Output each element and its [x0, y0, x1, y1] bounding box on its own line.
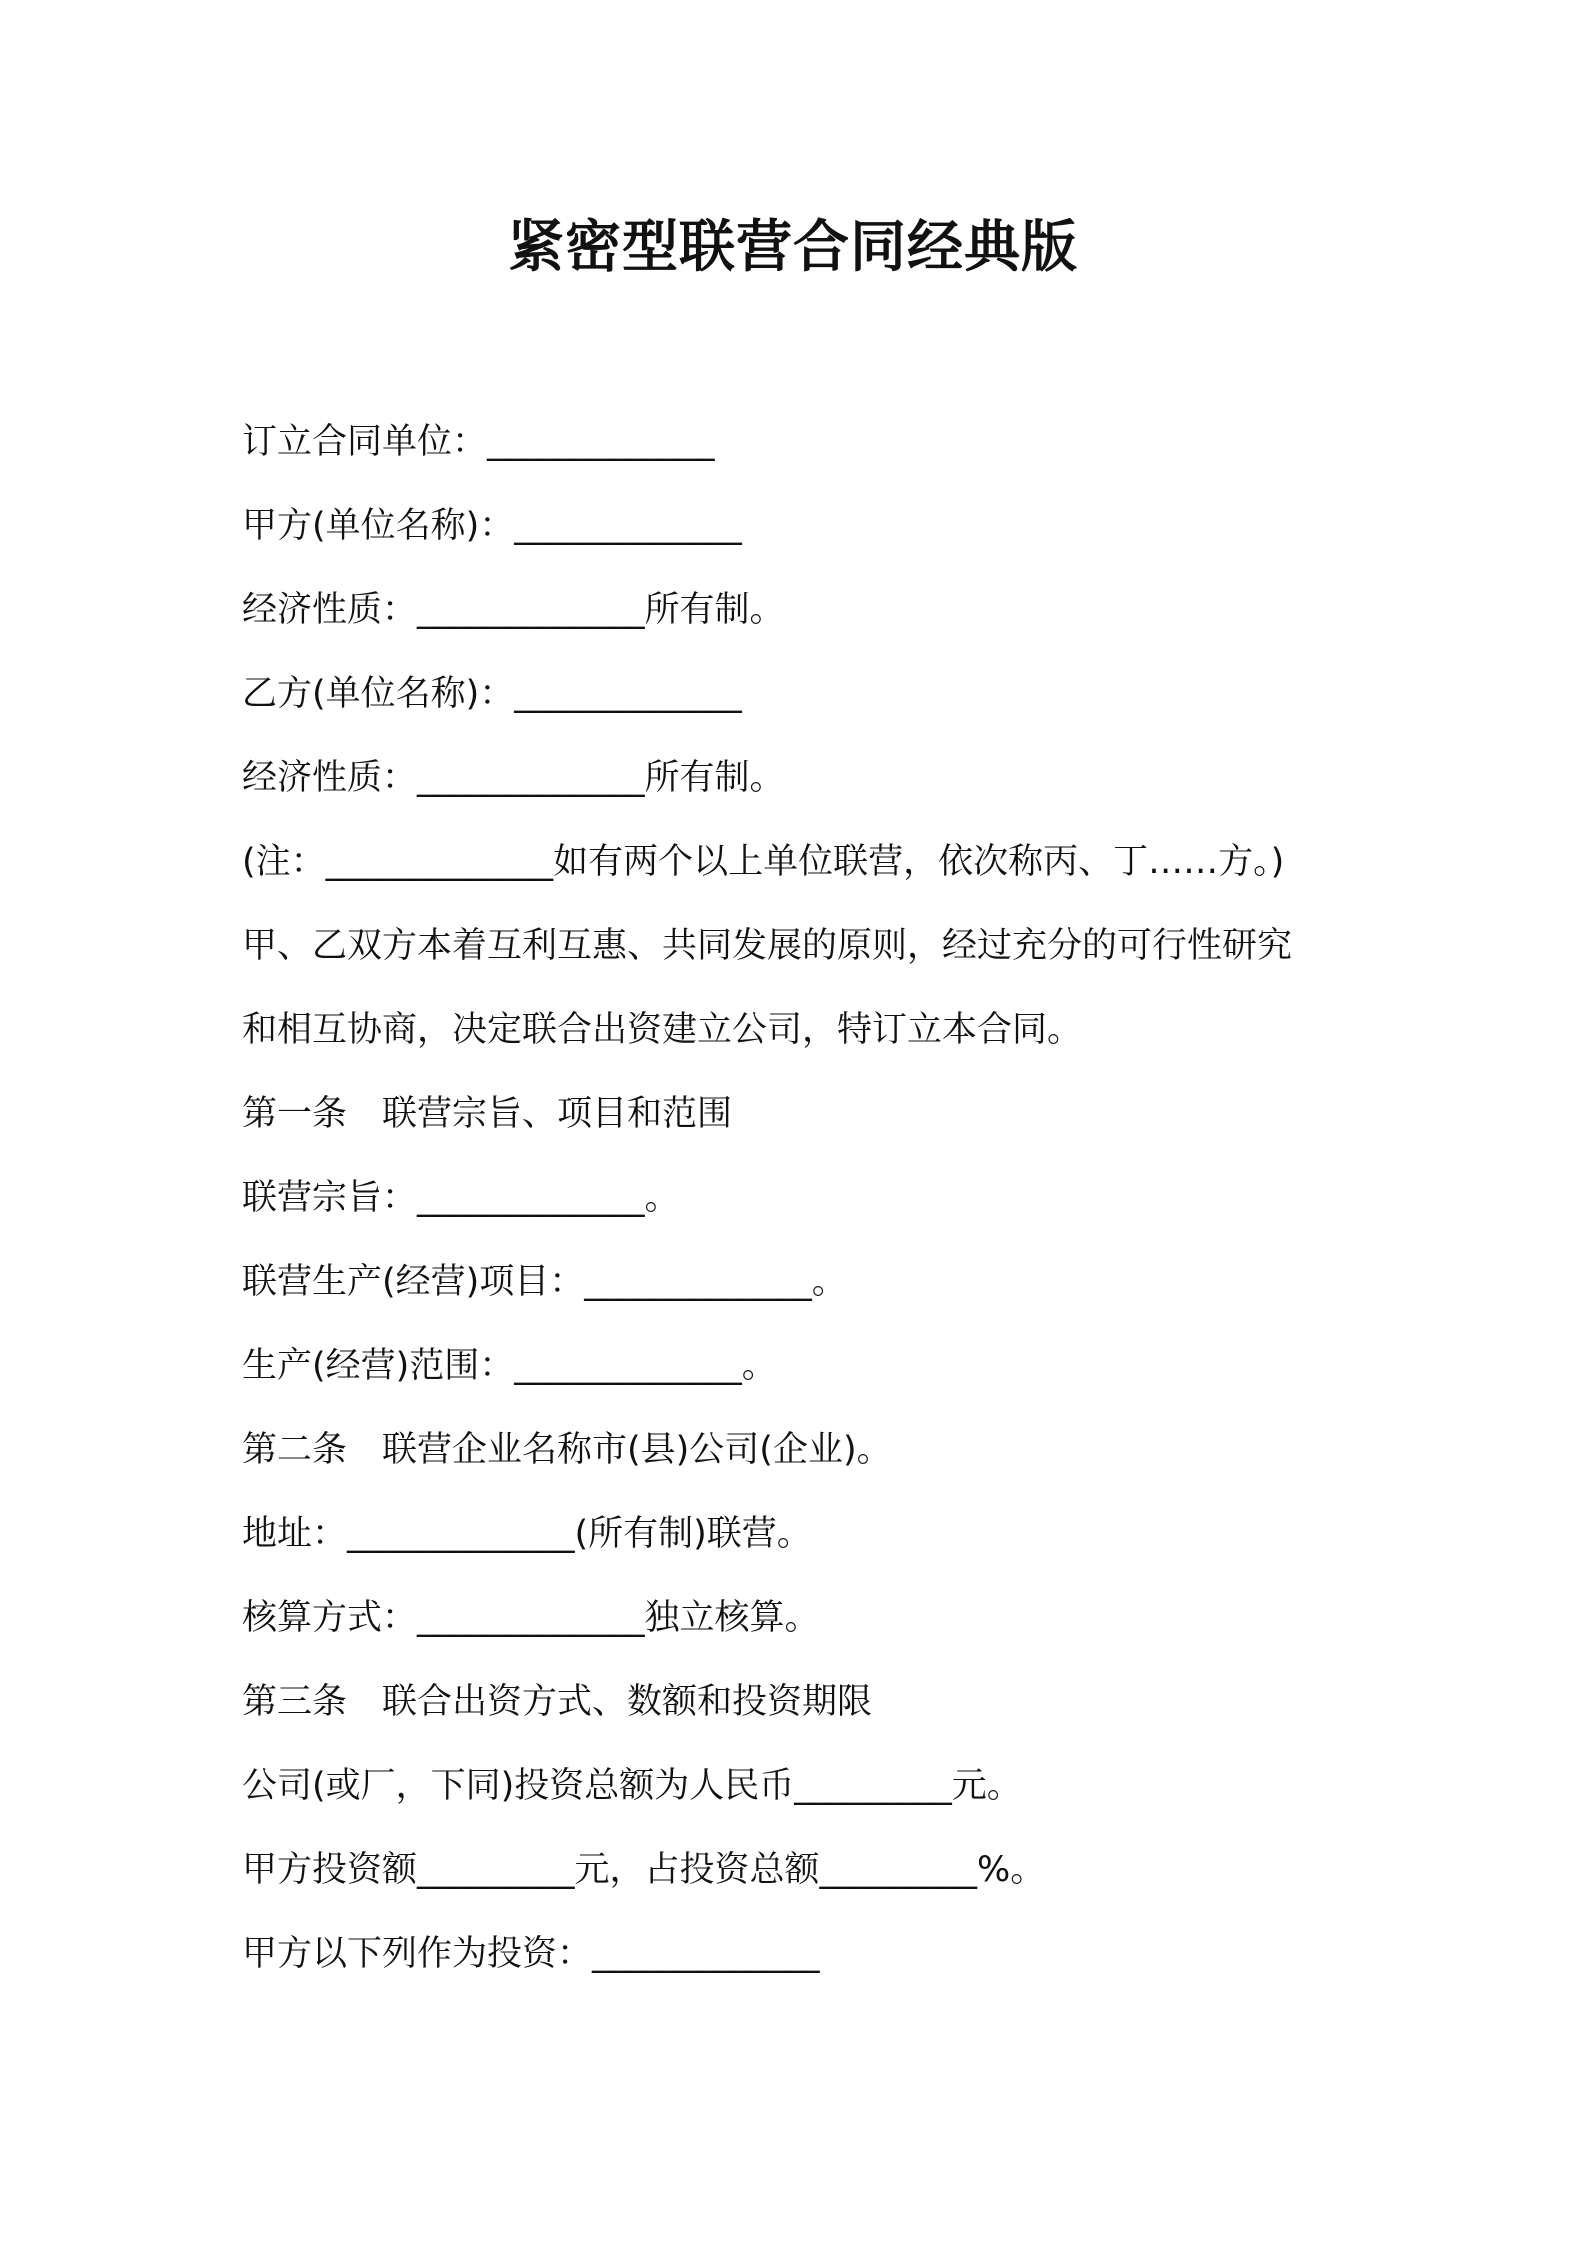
article-3-heading: 第三条 联合出资方式、数额和投资期限	[242, 1682, 873, 1722]
note-line: (注：_____________如有两个以上单位联营，依次称丙、丁……方。)	[242, 842, 1285, 882]
party-b-economic-nature-line: 经济性质：_____________所有制。	[242, 758, 785, 798]
preamble-line-2: 和相互协商，决定联合出资建立公司，特订立本合同。	[242, 1010, 1083, 1050]
party-a-economic-nature-line: 经济性质：_____________所有制。	[242, 590, 785, 630]
production-scope-line: 生产(经营)范围：_____________。	[242, 1346, 777, 1386]
production-project-line: 联营生产(经营)项目：_____________。	[242, 1262, 847, 1302]
accounting-method-line: 核算方式：_____________独立核算。	[242, 1598, 820, 1638]
party-a-investment-line: 甲方投资额_________元，占投资总额_________%。	[242, 1850, 1046, 1890]
article-2-heading: 第二条 联营企业名称市(县)公司(企业)。	[242, 1430, 892, 1470]
document-body	[242, 400, 1402, 1996]
total-investment-line: 公司(或厂，下同)投资总额为人民币_________元。	[242, 1766, 1022, 1806]
party-a-name-line: 甲方(单位名称)：_____________	[242, 506, 742, 546]
preamble-line-1: 甲、乙双方本着互利互惠、共同发展的原则，经过充分的可行性研究	[242, 926, 1293, 966]
contract-unit-line: 订立合同单位：_____________	[242, 422, 715, 462]
joint-purpose-line: 联营宗旨：_____________。	[242, 1178, 680, 1218]
article-1-heading: 第一条 联营宗旨、项目和范围	[242, 1094, 733, 1134]
party-a-investment-items-line: 甲方以下列作为投资：_____________	[242, 1934, 820, 1974]
party-b-name-line: 乙方(单位名称)：_____________	[242, 674, 742, 714]
address-line: 地址：_____________(所有制)联营。	[242, 1514, 812, 1554]
document-title: 紧密型联营合同经典版	[508, 215, 1078, 280]
